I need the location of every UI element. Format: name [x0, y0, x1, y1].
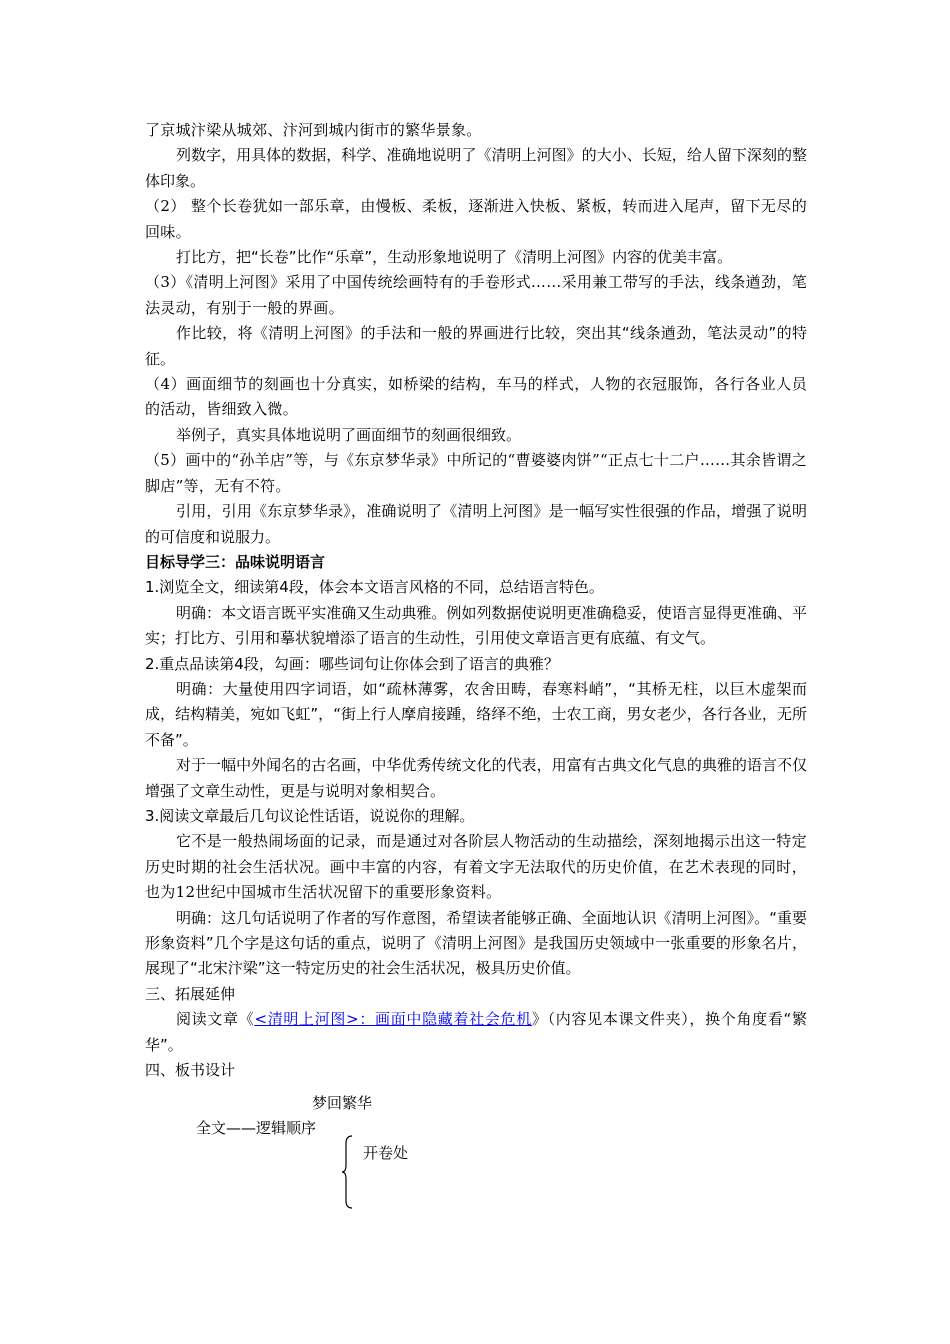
board-title: 梦回繁华 — [312, 1094, 373, 1113]
paragraph: （4）画面细节的刻画也十分真实，如桥梁的结构，车马的样式，人物的衣冠服饰，各行各业人员的活动，皆细致入微。 — [145, 375, 807, 419]
extension-paragraph — [145, 1007, 807, 1058]
extension-text-after: 》（内容见本课文件夹），换个角度看“繁华”。 — [145, 1010, 807, 1054]
paragraph: 了京城汴梁从城郊、汴河到城内街市的繁华景象。 — [145, 121, 482, 139]
answer: 明确：这几句话说明了作者的写作意图，希望读者能够正确、全面地认识《清明上河图》。“重要形象资料”几个字是这句话的重点，说明了《清明上河图》是我国历史领域中一张重要的形象名片，展现了“北宋汴梁”这一特定历史的社会生活状况，极具历史价值。 — [145, 908, 807, 978]
paragraph: （2） 整个长卷犹如一部乐章，由慢板、柔板，逐渐进入快板、紧板，转而进入尾声，留下无尽的回味。 — [145, 197, 807, 241]
section-heading: 三、拓展延伸 — [145, 984, 236, 1003]
board-item: 开卷处 — [363, 1144, 409, 1163]
quoted-passage: 它不是一般热闹场面的记录，而是通过对各阶层人物活动的生动描绘，深刻地揭示出这一特定历史时期的社会生活状况。画中丰富的内容，有着文字无法取代的历史价值，在艺术表现的同时，也为12世纪中国城市生活状况留下的重要形象资料。 — [145, 832, 807, 902]
question: 1.浏览全文，细读第4段，体会本文语言风格的不同，总结语言特色。 — [145, 578, 604, 597]
answer: 明确：本文语言既平实准确又生动典雅。例如列数据使说明更准确稳妥，使语言显得更准确、平实；打比方、引用和摹状貌增添了语言的生动性，引用使文章语言更有底蕴、有文气。 — [145, 603, 807, 648]
extension-text-before: 阅读文章《 — [176, 1010, 255, 1029]
paragraph: 打比方，把“长卷”比作“乐章”，生动形象地说明了《清明上河图》内容的优美丰富。 — [176, 248, 733, 267]
left-brace-icon — [341, 1135, 353, 1209]
paragraph: （5）画中的“孙羊店”等，与《东京梦华录》中所记的“曹婆婆肉饼”“正点七十二户……其余皆谓之脚店”等，无有不符。 — [145, 451, 807, 495]
blackboard-design — [145, 1083, 807, 1233]
answer: 明确：大量使用四字词语，如“疏林薄雾，农舍田畴，春寒料峭”，“其桥无柱，以巨木虚架而成，结构精美，宛如飞虹”，“街上行人摩肩接踵，络绎不绝，士农工商，男女老少，各行各业，无所不备”。 — [145, 679, 807, 749]
paragraph: 列数字，用具体的数据，科学、准确地说明了《清明上河图》的大小、长短，给人留下深刻的整体印象。 — [145, 146, 807, 190]
section-heading: 目标导学三：品味说明语言 — [145, 552, 326, 571]
question: 2.重点品读第4段，勾画：哪些词句让你体会到了语言的典雅？ — [145, 654, 559, 673]
paragraph: 举例子，真实具体地说明了画面细节的刻画很细致。 — [176, 425, 522, 444]
document-body — [145, 118, 807, 1233]
article-link[interactable]: <清明上河图>：画面中隐藏着社会危机 — [254, 1010, 532, 1029]
board-line: 全文——逻辑顺序 — [196, 1119, 317, 1138]
question: 3.阅读文章最后几句议论性话语，说说你的理解。 — [145, 806, 475, 825]
answer: 对于一幅中外闻名的古名画，中华优秀传统文化的代表，用富有古典文化气息的典雅的语言不仅增强了文章生动性，更是与说明对象相契合。 — [145, 756, 807, 800]
paragraph: 引用，引用《东京梦华录》，准确说明了《清明上河图》是一幅写实性很强的作品，增强了说明的可信度和说服力。 — [145, 502, 807, 546]
paragraph: 作比较，将《清明上河图》的手法和一般的界画进行比较，突出其“线条遒劲，笔法灵动”的特征。 — [145, 324, 807, 368]
section-heading: 四、板书设计 — [145, 1061, 236, 1080]
paragraph: （3）《清明上河图》采用了中国传统绘画特有的手卷形式……采用兼工带写的手法，线条遒劲，笔法灵动，有别于一般的界画。 — [145, 273, 807, 317]
